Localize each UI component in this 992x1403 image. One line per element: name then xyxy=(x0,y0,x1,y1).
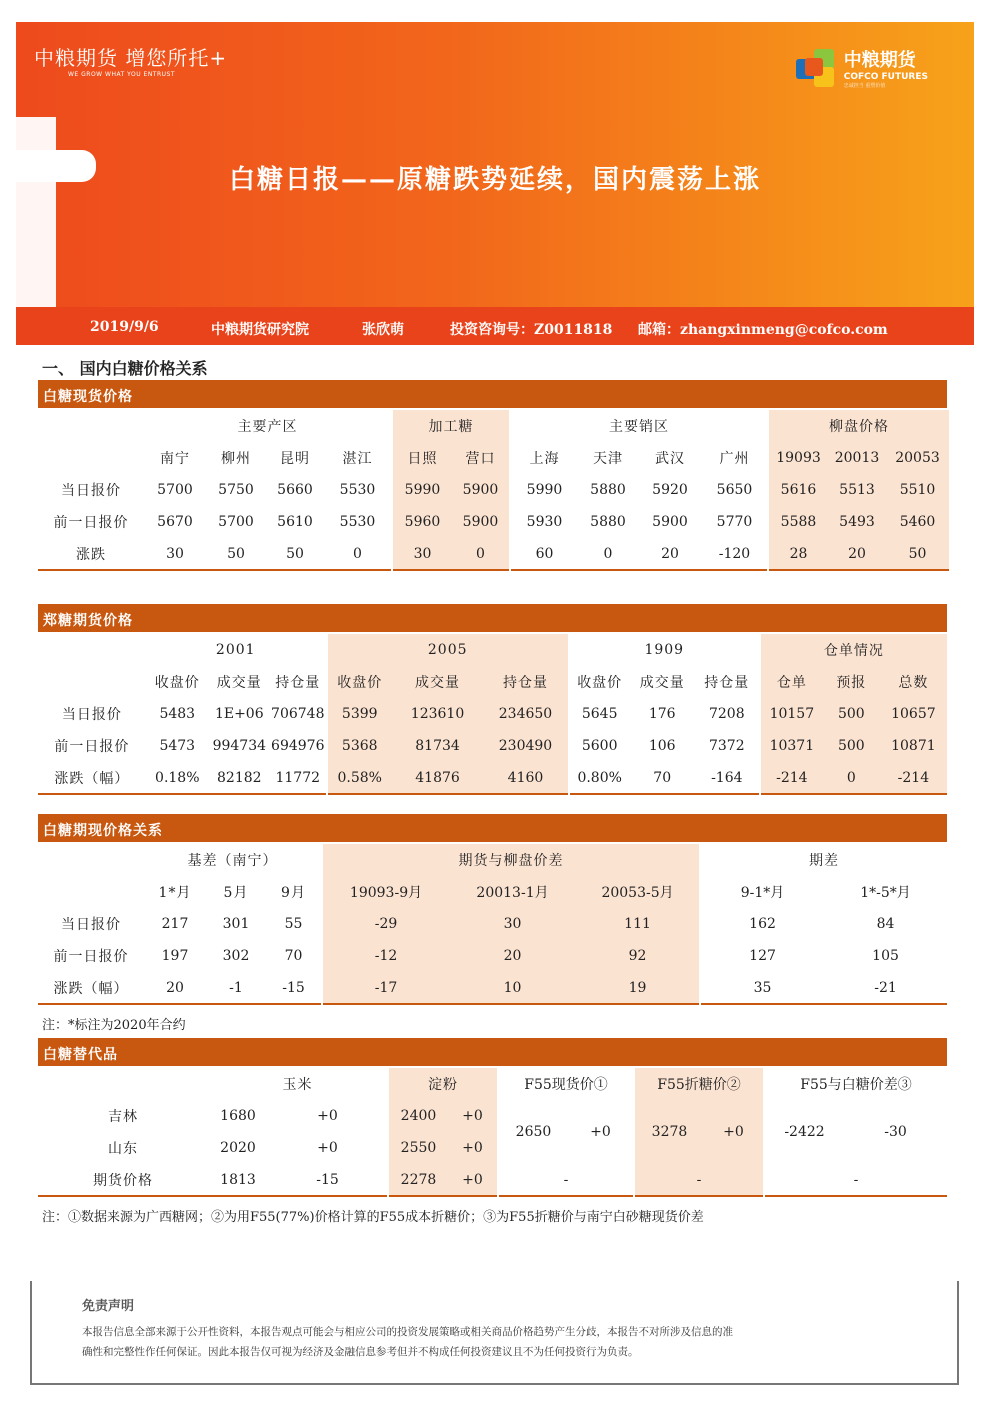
cell: -21 xyxy=(874,979,897,996)
cell: 60 xyxy=(535,545,554,562)
futures-col-row xyxy=(38,666,947,698)
table-row xyxy=(38,1100,947,1132)
cell: 5750 xyxy=(218,482,254,498)
group-header: 主要产区 xyxy=(144,410,392,442)
cell: -164 xyxy=(695,762,760,794)
cell: 10871 xyxy=(880,730,947,762)
cell: -120 xyxy=(702,538,768,570)
relation-group-row xyxy=(38,844,947,876)
disclaimer-box xyxy=(30,1281,959,1385)
cell: 3278 xyxy=(634,1100,704,1164)
cell: -214 xyxy=(880,762,947,794)
header-banner xyxy=(16,22,974,345)
cell: 176 xyxy=(648,706,676,722)
cell: 19 xyxy=(576,972,700,1004)
cell: +0 xyxy=(268,1132,388,1164)
cell: 50 xyxy=(886,538,949,570)
cell: 5530 xyxy=(324,474,392,506)
cell: 302 xyxy=(222,948,250,964)
col-header: 仓单 xyxy=(760,666,823,698)
cell: 5700 xyxy=(218,514,254,530)
relation-col-row xyxy=(38,876,947,908)
section-title: 一、 国内白糖价格关系 xyxy=(42,359,208,378)
spot-price-table xyxy=(38,410,949,571)
cell: 230490 xyxy=(483,730,568,762)
col-header: 成交量 xyxy=(392,666,484,698)
col-header: 持仓量 xyxy=(270,666,327,698)
brand-tagline: 忠诚担当 重塑价值 xyxy=(843,83,886,89)
cell: +0 xyxy=(448,1164,498,1196)
table-row xyxy=(38,1164,947,1196)
cell: 5460 xyxy=(886,506,949,538)
cell: 106 xyxy=(648,738,676,754)
cell: 5483 xyxy=(159,706,196,722)
cell: +0 xyxy=(568,1100,634,1164)
cell: 10157 xyxy=(760,698,823,730)
relation-note: 注：*标注为2020年合约 xyxy=(42,1018,186,1033)
row-label: 前一日报价 xyxy=(53,515,129,531)
substitute-table xyxy=(38,1068,947,1197)
col-header: 上海 xyxy=(529,451,560,467)
cell: 20 xyxy=(661,545,679,562)
cell: 5600 xyxy=(581,738,618,754)
cell: 81734 xyxy=(392,730,484,762)
group-header: 期差 xyxy=(809,853,840,869)
row-label: 当日报价 xyxy=(61,707,122,723)
cell: 5920 xyxy=(652,482,688,498)
cell: +0 xyxy=(704,1100,764,1164)
cell: 2650 xyxy=(515,1124,552,1140)
row-label: 当日报价 xyxy=(61,917,121,933)
col-header: 日照 xyxy=(392,442,452,474)
row-label: 山东 xyxy=(108,1141,138,1157)
spot-price-bar: 白糖现货价格 xyxy=(38,380,947,408)
cell: -1 xyxy=(229,979,243,996)
brand-name-cn: 中粮期货 xyxy=(843,50,916,71)
brand-name-en: COFCO FUTURES xyxy=(843,72,928,82)
col-header: 湛江 xyxy=(324,442,392,474)
cell: 1E+06 xyxy=(214,706,264,722)
cell: 1813 xyxy=(220,1171,256,1188)
cell: 2550 xyxy=(388,1132,448,1164)
cell: 70 xyxy=(266,940,322,972)
futures-price-table xyxy=(38,634,947,795)
col-header: 总数 xyxy=(880,666,947,698)
cell: 5530 xyxy=(324,506,392,538)
col-header: 收盘价 xyxy=(327,666,392,698)
cell: 50 xyxy=(227,545,245,562)
cell: 5960 xyxy=(392,506,452,538)
cell: 0 xyxy=(823,762,880,794)
cell: 5493 xyxy=(828,506,886,538)
col-header: 预报 xyxy=(823,666,880,698)
cell: 5473 xyxy=(159,738,196,754)
col-header: 1*月 xyxy=(158,885,192,901)
col-header: 成交量 xyxy=(639,675,685,691)
cell: 5660 xyxy=(277,482,313,498)
cell: 7208 xyxy=(695,698,760,730)
group-header: 加工糖 xyxy=(392,410,510,442)
table-row xyxy=(38,940,947,972)
cell: 10657 xyxy=(880,698,947,730)
cell: 82182 xyxy=(217,769,262,786)
table-row xyxy=(38,506,949,538)
col-header: F55与白糖价差③ xyxy=(800,1077,912,1093)
group-header: 仓单情况 xyxy=(760,634,947,666)
cell: 20 xyxy=(449,940,576,972)
col-header: F55现货价① xyxy=(498,1068,634,1100)
col-header: 20013 xyxy=(828,442,886,474)
cell: 0.80% xyxy=(577,769,622,786)
cell: +0 xyxy=(448,1100,498,1132)
cell: -30 xyxy=(884,1124,907,1140)
cell: 162 xyxy=(749,916,776,932)
disclaimer-title: 免责声明 xyxy=(82,1299,135,1314)
cell: 92 xyxy=(576,940,700,972)
group-header: 基差（南宁） xyxy=(144,844,322,876)
cell: 5990 xyxy=(526,482,563,498)
cell: 84 xyxy=(876,916,895,932)
col-header: 持仓量 xyxy=(695,666,760,698)
report-email: 邮箱：zhangxinmeng@cofco.com xyxy=(638,322,888,338)
cell: 30 xyxy=(166,545,184,562)
cell: 5513 xyxy=(828,474,886,506)
cell: 55 xyxy=(266,908,322,940)
table-row xyxy=(38,972,947,1004)
cell: 20 xyxy=(828,538,886,570)
col-header: 20013-1月 xyxy=(449,876,576,908)
row-label: 前一日报价 xyxy=(53,949,129,965)
col-header: 9-1*月 xyxy=(740,885,785,901)
cell: 5880 xyxy=(590,482,626,498)
cell: 0 xyxy=(324,538,392,570)
cell: 5880 xyxy=(590,514,626,530)
spot-group-row xyxy=(38,410,949,442)
cell: 5930 xyxy=(526,514,563,530)
cell: 5900 xyxy=(452,506,510,538)
cell: 5650 xyxy=(702,474,768,506)
group-header: 主要销区 xyxy=(510,410,768,442)
report-date: 2019/9/6 xyxy=(90,319,159,335)
table-row xyxy=(38,762,947,794)
cell: 5645 xyxy=(581,706,618,722)
col-header: 成交量 xyxy=(216,675,262,691)
cell: 30 xyxy=(449,908,576,940)
cell: 5616 xyxy=(768,474,828,506)
substitute-header-row xyxy=(38,1068,947,1100)
report-info-bar xyxy=(16,307,974,345)
cell: +0 xyxy=(268,1100,388,1132)
cell: -29 xyxy=(322,908,449,940)
cell: 20 xyxy=(166,979,184,996)
report-author: 张欣萌 xyxy=(362,322,404,338)
cell: 2278 xyxy=(388,1164,448,1196)
substitute-note: 注：①数据来源为广西糖网；②为用F55(77%)价格计算的F55成本折糖价；③为F55折糖价与南宁白砂糖现货价差 xyxy=(42,1210,704,1225)
cell: 0.18% xyxy=(155,769,200,786)
cell: 127 xyxy=(749,948,776,964)
cell: 5399 xyxy=(327,698,392,730)
table-row xyxy=(38,730,947,762)
cell: 28 xyxy=(768,538,828,570)
cell: 0.58% xyxy=(327,762,392,794)
cell: 41876 xyxy=(392,762,484,794)
col-header: 淀粉 xyxy=(388,1068,498,1100)
table-row xyxy=(38,538,949,570)
col-header: F55折糖价② xyxy=(634,1068,764,1100)
table-row xyxy=(38,698,947,730)
row-label: 期货价格 xyxy=(93,1172,153,1189)
brand-slogan xyxy=(34,42,227,78)
futures-group-row xyxy=(38,634,947,666)
cell: 706748 xyxy=(270,698,327,730)
row-label: 涨跌 xyxy=(76,546,106,563)
col-header: 20053 xyxy=(886,442,949,474)
col-header: 营口 xyxy=(452,442,510,474)
cell: 5700 xyxy=(157,482,193,498)
cell: 2400 xyxy=(388,1100,448,1132)
cell: -12 xyxy=(322,940,449,972)
cell: 197 xyxy=(161,948,189,964)
cell: -15 xyxy=(266,972,322,1004)
cell: - xyxy=(634,1164,764,1196)
group-header: 2001 xyxy=(146,634,327,666)
col-header: 玉米 xyxy=(208,1068,388,1100)
cell: 105 xyxy=(872,948,899,964)
group-header: 柳盘价格 xyxy=(768,410,949,442)
relation-table xyxy=(38,844,947,1005)
cell: 5900 xyxy=(452,474,510,506)
col-header: 19093-9月 xyxy=(322,876,449,908)
cell: 5510 xyxy=(886,474,949,506)
brand-slogan-en: WE GROW WHAT YOU ENTRUST xyxy=(68,71,176,78)
disclaimer-line: 确性和完整性作任何保证。因此本报告仅可视为经济及金融信息参考但并不构成任何投资建议且不为任何投资行为负责。 xyxy=(82,1346,639,1358)
cell: 500 xyxy=(823,698,880,730)
brand-slogan-cn: 中粮期货 增您所托+ xyxy=(34,46,228,70)
cell: 234650 xyxy=(483,698,568,730)
cell: 10 xyxy=(449,972,576,1004)
cell: 5990 xyxy=(392,474,452,506)
cofco-logo-icon xyxy=(794,47,836,89)
col-header: 南宁 xyxy=(160,451,190,467)
cell: 0 xyxy=(452,538,510,570)
table-row xyxy=(38,908,947,940)
row-label: 涨跌（幅） xyxy=(54,770,130,787)
col-header: 广州 xyxy=(702,442,768,474)
cell: 70 xyxy=(653,769,672,786)
col-header: 20053-5月 xyxy=(576,876,700,908)
cell: 694976 xyxy=(270,730,327,762)
table-row xyxy=(38,474,949,506)
col-header: 持仓量 xyxy=(483,666,568,698)
substitute-bar: 白糖替代品 xyxy=(38,1038,947,1066)
cell: 2020 xyxy=(220,1140,256,1156)
cell: 123610 xyxy=(392,698,484,730)
cell: 217 xyxy=(161,916,189,932)
cell: 35 xyxy=(753,979,772,996)
col-header: 1*-5*月 xyxy=(860,885,911,901)
group-header: 期货与柳盘价差 xyxy=(322,844,700,876)
col-header: 昆明 xyxy=(280,451,310,467)
cell: 0 xyxy=(603,545,613,562)
cell: 7372 xyxy=(695,730,760,762)
cell: 5610 xyxy=(277,514,313,530)
cell: - xyxy=(498,1164,634,1196)
disclaimer-line: 本报告信息全部来源于公开性资料，本报告观点可能会与相应公司的投资发展策略或相关商品价格趋势产生分歧，本报告不对所涉及信息的准 xyxy=(82,1326,733,1338)
group-header: 1909 xyxy=(569,634,760,666)
cell: 5900 xyxy=(652,514,688,530)
row-label: 涨跌（幅） xyxy=(53,980,129,997)
col-header: 收盘价 xyxy=(154,675,200,691)
col-header: 收盘价 xyxy=(577,675,623,691)
col-header: 天津 xyxy=(593,451,623,467)
row-label: 前一日报价 xyxy=(54,739,130,755)
report-license: 投资咨询号：Z0011818 xyxy=(450,322,613,338)
col-header: 9月 xyxy=(266,876,322,908)
cell: 994734 xyxy=(212,738,267,754)
cell: -17 xyxy=(322,972,449,1004)
row-label: 吉林 xyxy=(108,1109,138,1125)
cell: 301 xyxy=(222,916,250,932)
cell: 111 xyxy=(576,908,700,940)
cell: 10371 xyxy=(760,730,823,762)
cell: 4160 xyxy=(483,762,568,794)
cell: 11772 xyxy=(270,762,327,794)
cell: +0 xyxy=(448,1132,498,1164)
col-header: 5月 xyxy=(223,885,249,901)
cell: - xyxy=(853,1171,859,1188)
report-title: 白糖日报——原糖跌势延续，国内震荡上涨 xyxy=(228,165,761,195)
group-header: 2005 xyxy=(327,634,569,666)
col-header: 武汉 xyxy=(655,451,685,467)
row-label: 当日报价 xyxy=(61,483,121,499)
cell: -15 xyxy=(268,1164,388,1196)
cell: 5770 xyxy=(702,506,768,538)
futures-price-bar: 郑糖期货价格 xyxy=(38,604,947,632)
cell: 50 xyxy=(286,545,304,562)
cell: 5670 xyxy=(157,514,193,530)
report-institute: 中粮期货研究院 xyxy=(211,322,309,338)
relation-bar: 白糖期现价格关系 xyxy=(38,814,947,842)
spot-col-row xyxy=(38,442,949,474)
cell: 5588 xyxy=(768,506,828,538)
cell: -214 xyxy=(760,762,823,794)
cell: 5368 xyxy=(327,730,392,762)
cell: -2422 xyxy=(784,1124,825,1140)
cell: 500 xyxy=(823,730,880,762)
cofco-logo xyxy=(794,46,928,89)
cell: 1680 xyxy=(220,1108,256,1124)
col-header: 柳州 xyxy=(221,451,251,467)
col-header: 19093 xyxy=(768,442,828,474)
cell: 30 xyxy=(392,538,452,570)
